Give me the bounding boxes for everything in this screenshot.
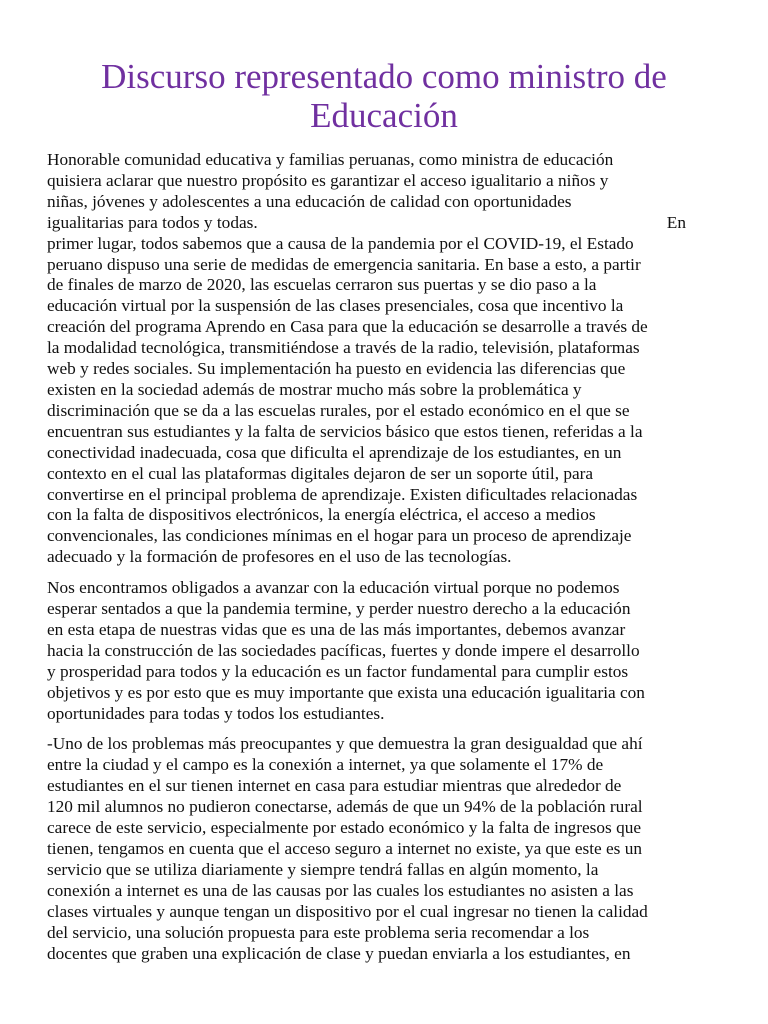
text-line: servicio que se utiliza diariamente y siempre tendrá fallas en algún momento, la (47, 859, 599, 879)
text-line: Honorable comunidad educativa y familias peruanas, como ministra de educación (47, 150, 614, 169)
text-line: peruano dispuso una serie de medidas de emergencia sanitaria. En base a esto, a partir (47, 254, 641, 274)
text-segment-trailing: En (666, 212, 686, 232)
text-line: adecuado y la formación de profesores en el uso de las tecnologías. (47, 547, 512, 567)
paragraph-1 (47, 150, 723, 568)
text-line: del servicio, una solución propuesta para este problema seria recomendar a los (47, 922, 590, 942)
text-line: convencionales, las condiciones mínimas en el hogar para un proceso de aprendizaje (47, 526, 632, 546)
text-line: educación virtual por la suspensión de las clases presenciales, cosa que incentivo la (47, 296, 624, 316)
text-line: la modalidad tecnológica, transmitiéndose a través de la radio, televisión, plataformas (47, 338, 640, 358)
text-line: clases virtuales y aunque tengan un dispositivo por el cual ingresar no tienen la calidad (47, 901, 648, 921)
title-line-1: Discurso representado como ministro de (101, 57, 667, 96)
text-line: objetivos y es por esto que es muy importante que exista una educación igualitaria con (47, 682, 645, 702)
text-line: web y redes sociales. Su implementación ha puesto en evidencia las diferencias que (47, 359, 626, 379)
text-segment: igualitarias para todos y todas. (47, 212, 258, 232)
document-body (47, 150, 723, 974)
text-line: Nos encontramos obligados a avanzar con la educación virtual porque no podemos (47, 578, 620, 598)
text-line: de finales de marzo de 2020, las escuelas cerraron sus puertas y se dio paso a la (47, 275, 597, 295)
text-line: 120 mil alumnos no pudieron conectarse, además de que un 94% de la población rural (47, 797, 643, 817)
text-line: en esta etapa de nuestras vidas que es una de las más importantes, debemos avanzar (47, 619, 626, 639)
text-line: niñas, jóvenes y adolescentes a una educación de calidad con oportunidades (47, 191, 572, 211)
text-line: quisiera aclarar que nuestro propósito es garantizar el acceso igualitario a niños y (47, 170, 609, 190)
paragraph-2 (47, 578, 723, 724)
text-line: tienen, tengamos en cuenta que el acceso seguro a internet no existe, ya que este es un (47, 839, 643, 858)
text-line: primer lugar, todos sabemos que a causa de la pandemia por el COVID-19, el Estado (47, 233, 634, 253)
text-line: conexión a internet es una de las causas por las cuales los estudiantes no asisten a las (47, 880, 634, 900)
text-line: contexto en el cual las plataformas digitales dejaron de ser un soporte útil, para (47, 463, 594, 483)
text-line: y prosperidad para todos y la educación es un factor fundamental para cumplir estos (47, 661, 629, 681)
text-line: estudiantes en el sur tienen internet en casa para estudiar mientras que alrededor de (47, 776, 622, 796)
text-line: creación del programa Aprendo en Casa para que la educación se desarrolle a través de (47, 317, 648, 337)
text-line (47, 213, 723, 234)
text-line: docentes que graben una explicación de clase y puedan enviarla a los estudiantes, en (47, 943, 631, 963)
title-line-2: Educación (310, 96, 458, 135)
text-line: con la falta de dispositivos electrónicos, la energía eléctrica, el acceso a medios (47, 505, 596, 525)
text-line: -Uno de los problemas más preocupantes y que demuestra la gran desigualdad que ahí (47, 734, 643, 754)
text-line: entre la ciudad y el campo es la conexión a internet, ya que solamente el 17% de (47, 755, 604, 775)
text-line: oportunidades para todas y todos los estudiantes. (47, 703, 385, 723)
text-line: encuentran sus estudiantes y la falta de servicios básico que estos tienen, referidas a la (47, 421, 643, 441)
text-line: existen en la sociedad además de mostrar mucho más sobre la problemática y (47, 379, 582, 399)
text-line: conectividad inadecuada, cosa que dificulta el aprendizaje de los estudiantes, en un (47, 442, 622, 462)
text-line: carece de este servicio, especialmente por estado económico y la falta de ingresos que (47, 818, 642, 838)
text-line: hacia la construcción de las sociedades pacíficas, fuertes y donde impere el desarrollo (47, 640, 640, 660)
document-title (30, 57, 738, 135)
text-line: discriminación que se da a las escuelas rurales, por el estado económico en el que se (47, 400, 630, 420)
text-line: esperar sentados a que la pandemia termine, y perder nuestro derecho a la educación (47, 599, 631, 619)
text-line: convertirse en el principal problema de aprendizaje. Existen dificultades relacionadas (47, 484, 638, 504)
paragraph-3 (47, 734, 723, 964)
